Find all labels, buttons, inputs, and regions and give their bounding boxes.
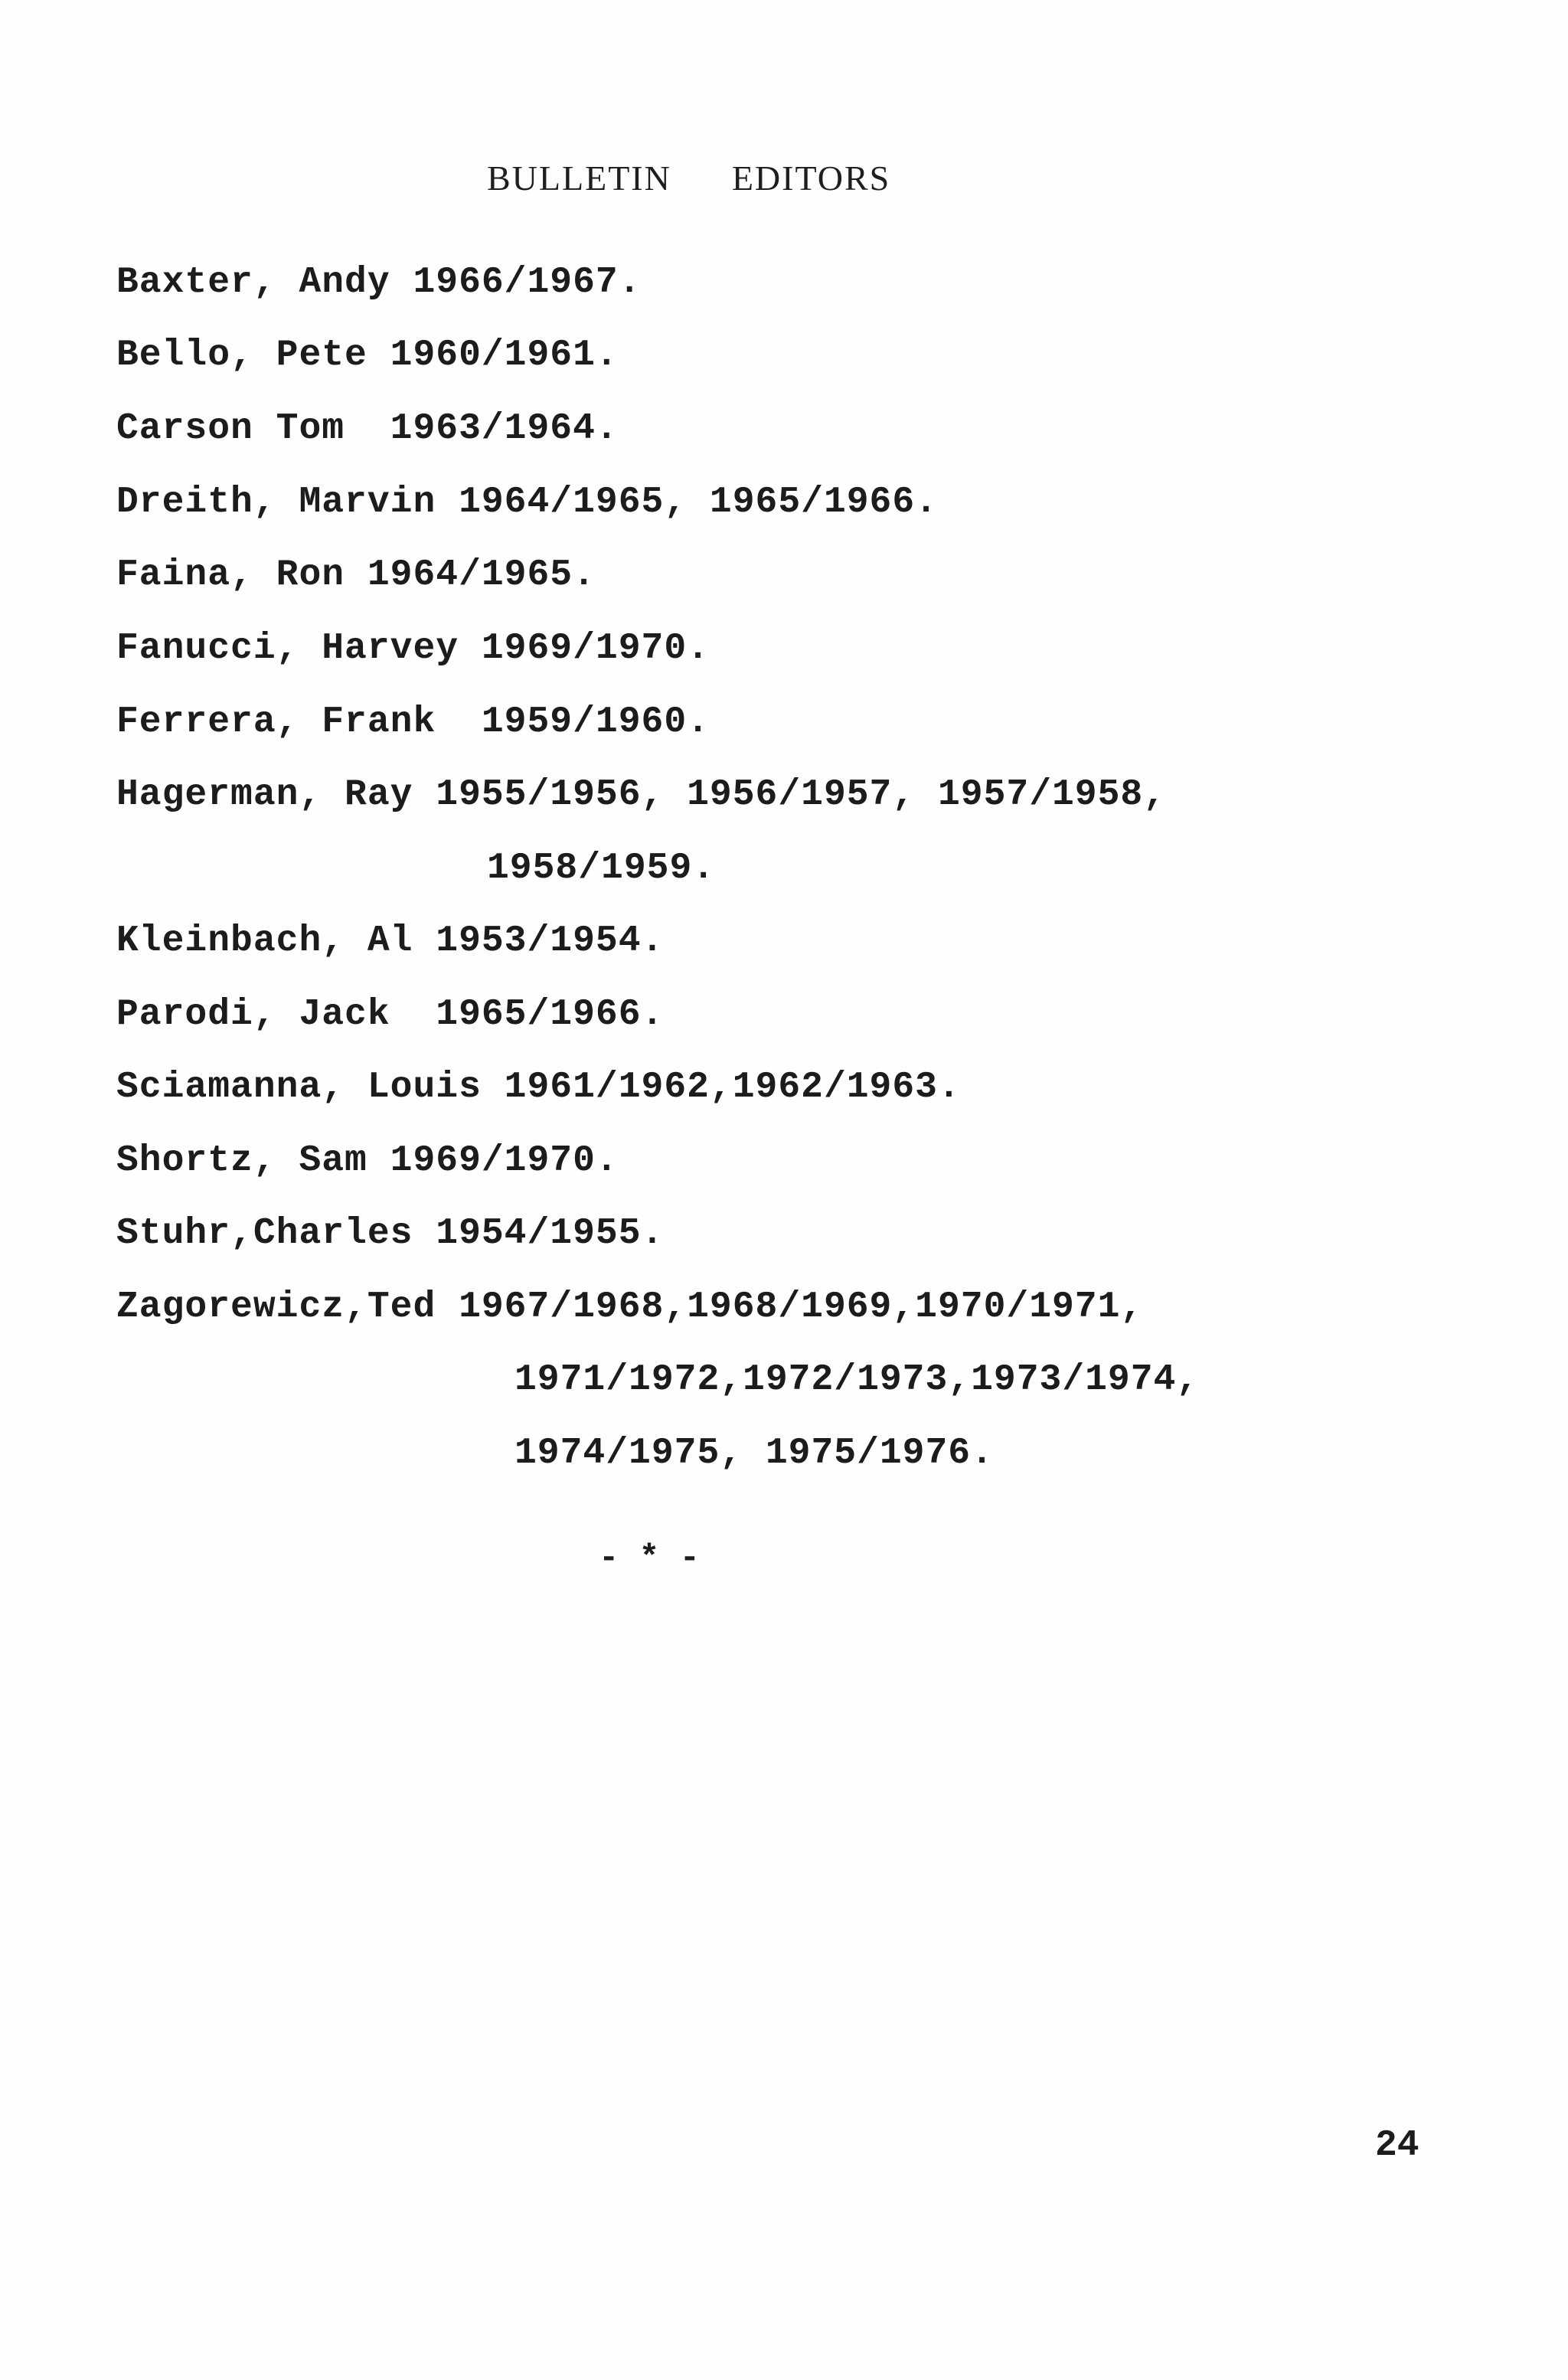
editor-entry-sciamanna: Sciamanna, Louis 1961/1962,1962/1963. [116,1067,961,1108]
editor-entry-zagorewicz-continuation-1: 1971/1972,1972/1973,1973/1974, [514,1359,1200,1401]
editor-entry-shortz: Shortz, Sam 1969/1970. [116,1140,619,1182]
editor-entry-dreith: Dreith, Marvin 1964/1965, 1965/1966. [116,482,938,523]
editor-entry-bello: Bello, Pete 1960/1961. [116,335,619,376]
page-number: 24 [1375,2125,1419,2166]
editor-entry-baxter: Baxter, Andy 1966/1967. [116,262,642,303]
editor-entry-carson: Carson Tom 1963/1964. [116,408,619,450]
editor-entry-zagorewicz-continuation-2: 1974/1975, 1975/1976. [514,1433,994,1474]
editor-entry-hagerman: Hagerman, Ray 1955/1956, 1956/1957, 1957/1958, [116,774,1167,816]
editor-entry-parodi: Parodi, Jack 1965/1966. [116,994,665,1035]
section-separator: - * - [599,1539,701,1577]
editor-entry-stuhr: Stuhr,Charles 1954/1955. [116,1213,665,1254]
editor-entry-faina: Faina, Ron 1964/1965. [116,554,596,596]
page-title: BULLETIN EDITORS [487,159,891,198]
editor-entry-hagerman-continuation: 1958/1959. [487,848,716,889]
editor-entry-kleinbach: Kleinbach, Al 1953/1954. [116,920,665,962]
editor-entry-fanucci: Fanucci, Harvey 1969/1970. [116,628,710,669]
editor-entry-ferrera: Ferrera, Frank 1959/1960. [116,701,710,743]
editor-entry-zagorewicz: Zagorewicz,Ted 1967/1968,1968/1969,1970/1971, [116,1286,1144,1328]
